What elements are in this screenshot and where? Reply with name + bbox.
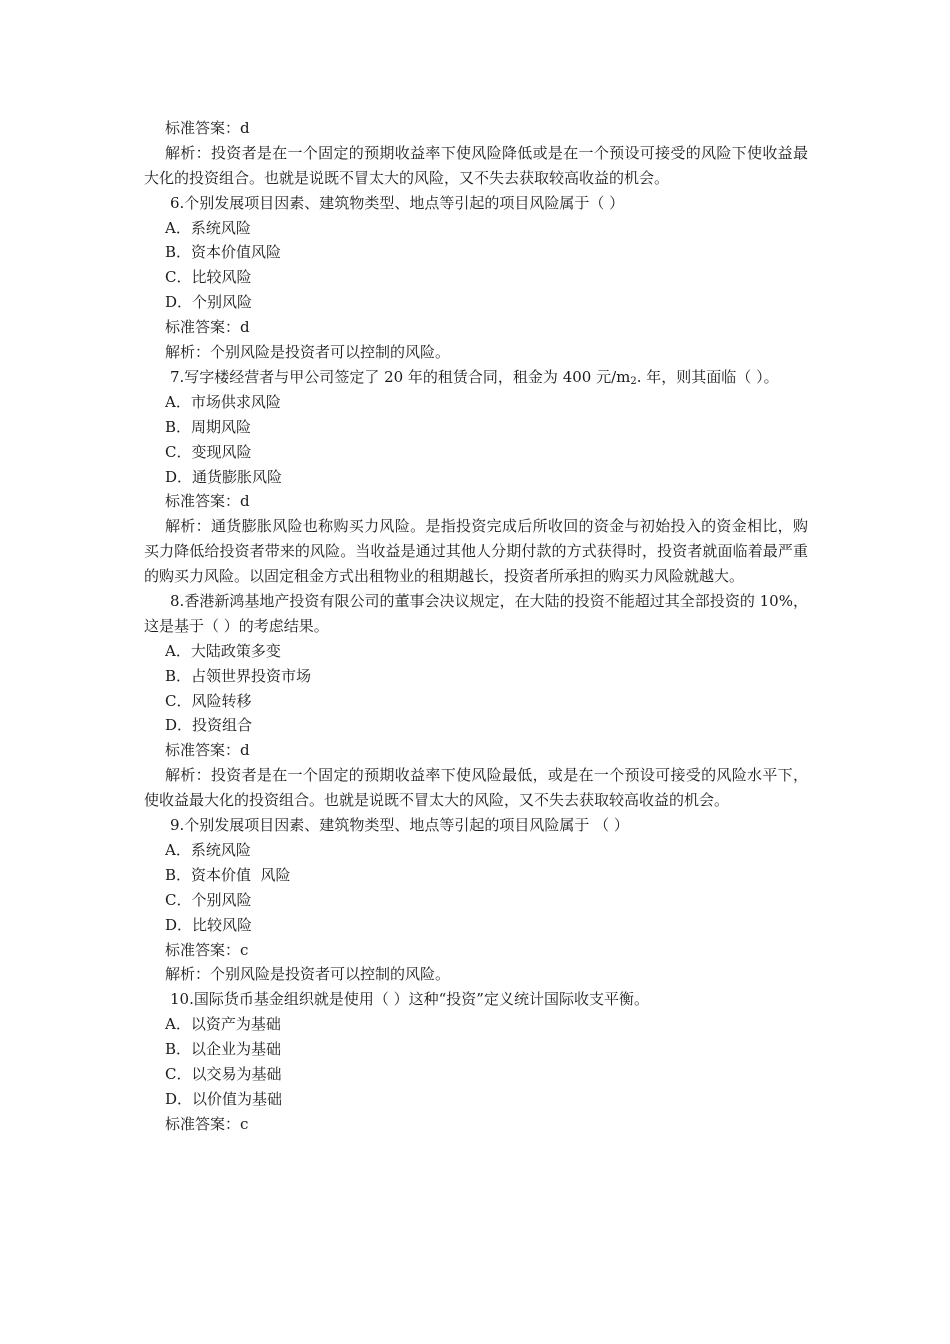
option-line: C．比较风险 (165, 268, 252, 287)
option-line: A．大陆政策多变 (165, 641, 281, 660)
option-line: B．资本价值风险 (165, 243, 282, 262)
analysis-line: 解析：个别风险是投资者可以控制的风险。 (165, 343, 451, 362)
option-line: C．风险转移 (165, 691, 252, 710)
question-6: 6.个别发展项目因素、建筑物类型、地点等引起的项目风险属于（ ） (170, 193, 625, 212)
option-line: D．投资组合 (165, 716, 253, 735)
answer-line: 标准答案：c (165, 940, 249, 959)
analysis-paragraph: 解析：通货膨胀风险也称购买力风险。是指投资完成后所收回的资金与初始投入的资金相比，购买力降低给投资者带来的风险。当收益是通过其他人分期付款的方式获得时，投资者就面临着最严重的购买力风险。以固定租金方式出租物业的租期越长，投资者所承担的购买力风险就越大。 (144, 517, 808, 586)
option-line: B．占领世界投资市场 (165, 666, 312, 685)
answer-line: 标准答案：d (165, 741, 250, 760)
answer-line: 标准答案：d (165, 119, 250, 137)
superscript-unit: 2 (630, 375, 637, 387)
question-7 (144, 365, 808, 390)
option-line: D．通货膨胀风险 (165, 467, 283, 486)
option-line: A．以资产为基础 (165, 1015, 281, 1034)
question-7-text-after: . 年，则其面临（ ）。 (636, 367, 779, 386)
option-line: C．以交易为基础 (165, 1064, 282, 1083)
option-line: B．以企业为基础 (165, 1040, 282, 1059)
analysis-paragraph: 解析：投资者是在一个固定的预期收益率下使风险最低，或是在一个预设可接受的风险水平下，使收益最大化的投资组合。也就是说既不冒太大的风险，又不失去获取较高收益的机会。 (144, 766, 808, 810)
question-7-text-before: 7.写字楼经营者与甲公司签定了 20 年的租赁合同，租金为 400 元/m (170, 367, 631, 386)
option-line: D．个别风险 (165, 293, 253, 312)
answer-line: 标准答案：c (165, 1114, 249, 1133)
answer-line: 标准答案：d (165, 492, 250, 511)
question-10: 10.国际货币基金组织就是使用（ ）这种“投资”定义统计国际收支平衡。 (170, 990, 649, 1009)
question-8: 8.香港新鸿基地产投资有限公司的董事会决议规定，在大陆的投资不能超过其全部投资的 10%，这是基于（ ）的考虑结果。 (144, 592, 808, 635)
option-line: B．周期风险 (165, 417, 252, 436)
analysis-line: 解析：个别风险是投资者可以控制的风险。 (165, 965, 451, 984)
option-line: A．市场供求风险 (165, 392, 281, 411)
option-line: B．资本价值 风险 (165, 865, 291, 884)
option-line: A．系统风险 (165, 218, 251, 237)
option-line: C．个别风险 (165, 890, 252, 909)
option-line: A．系统风险 (165, 840, 251, 859)
page-content (144, 116, 808, 1137)
option-line: D．比较风险 (165, 915, 253, 934)
analysis-paragraph: 解析：投资者是在一个固定的预期收益率下使风险降低或是在一个预设可接受的风险下使收益最大化的投资组合。也就是说既不冒太大的风险，又不失去获取较高收益的机会。 (144, 143, 808, 187)
answer-line: 标准答案：d (165, 318, 250, 337)
option-line: D．以价值为基础 (165, 1089, 283, 1108)
option-line: C．变现风险 (165, 442, 252, 461)
question-9: 9.个别发展项目因素、建筑物类型、地点等引起的项目风险属于 （ ） (170, 816, 629, 835)
